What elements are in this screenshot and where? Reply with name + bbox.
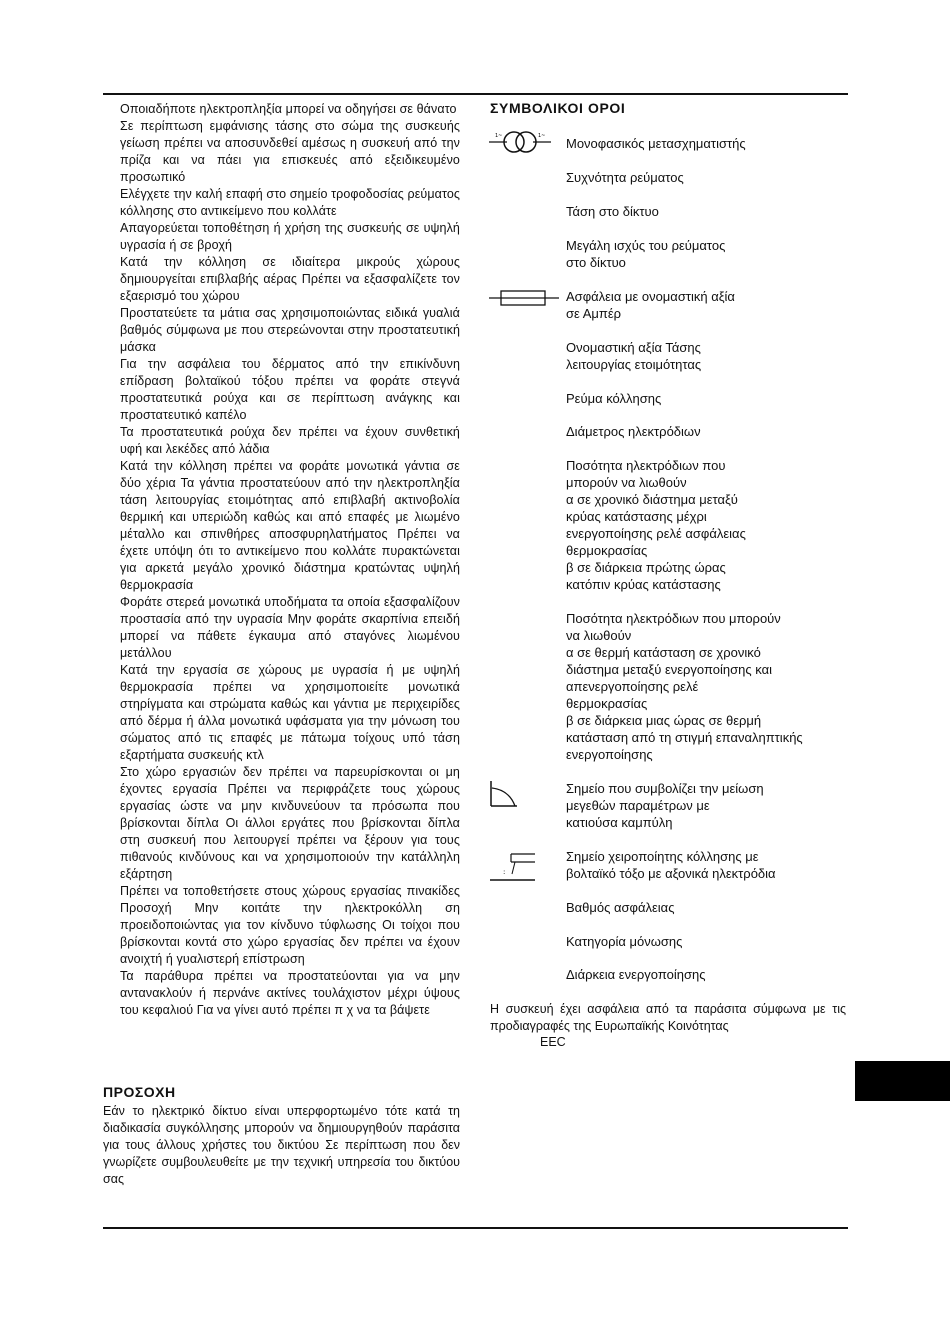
safety-item: Σε περίπτωση εμφάνισης τάσης στο σώμα της συσκευής γείωση πρέπει να αποσυνδεθεί αμέσως η συσκευή από την πρίζα και να πάει για επισκευές από εξειδικευμένο προσωπικό — [120, 119, 460, 184]
safety-item: Κατά την κόλληση σε ιδιαίτερα μικρούς χώρους δημιουργείται επιβλαβής αέρας Πρέπει να εξασφαλίζετε τον εξαερισμό του χώρου — [120, 255, 460, 303]
safety-item: Απαγορεύεται τοποθέτηση ή χρήση της συσκευής σε υψηλή υγρασία ή σε βροχή — [120, 221, 460, 252]
safety-item: Πρέπει να τοποθετήσετε στους χώρους εργασίας πινακίδες Προσοχή Μην κοιτάτε την ηλεκτροκόλλη ση προειδοποιώντας για τον κίνδυνο τύφλωσης Οι τοίχοι που βρίσκονται κοντά στο χώρο εργασίας δεν πρέπει να έχουν ανοιχτή ή γυαλιστερή επίστρωση — [120, 884, 460, 966]
warning-title: ΠΡΟΣΟΧΗ — [103, 1084, 176, 1100]
safety-item: Φοράτε στερεά μονωτικά υποδήματα τα οποία εξασφαλίζουν προστασία από την υγρασία Μην φοράτε σκαρπίνια επειδή μπορεί να πάθετε έγκαυμα από σταγόνες λιωμένου μετάλλου — [120, 595, 460, 660]
symbols-title: ΣΥΜΒΟΛΙΚΟΙ ΟΡΟΙ — [490, 100, 626, 116]
safety-item: Προστατεύετε τα μάτια σας χρησιμοποιώντας ειδικά γυαλιά βαθμός σύμφωνα με που στερεώνονται στην προστατευτική μάσκα — [120, 306, 460, 354]
safety-item: Στο χώρο εργασιών δεν πρέπει να παρευρίσκονται οι μη έχοντες εργασία Πρέπει να περιφράζετε τους χώρους εργασίας ώστε να μην κινδυνεύουν τα πρόσωπα που βρίσκονται δίπλα Οι άλλοι εργάτες που βρίσκονται δίπλα στη συσκευή που λειτουργεί πρέπει να ξέρουν για τους πιθανούς κινδύνους και να χρησιμοποιούν την κατάλληλη εξάρτηση — [120, 765, 460, 881]
symbol-max-current-text: Μεγάλη ισχύς του ρεύματος στο δίκτυο — [566, 238, 726, 270]
symbol-open-circuit-voltage-text: Ονομαστική αξία Τάσης λειτουργίας ετοιμότητας — [566, 340, 702, 372]
symbol-electrodes-cold-text: Ποσότητα ηλεκτρόδιων που μπορούν να λιωθούν α σε χρονικό διάστημα μεταξύ κρύας κατάστασης μέχρι ενεργοποίησης ρελέ ασφάλειας θερμοκρασίας β σε διάρκεια πρώτης ώρας κατόπιν κρύας κατάστασης — [566, 458, 746, 592]
symbol-frequency-text: Συχνότητα ρεύματος — [566, 170, 684, 185]
symbol-drooping-curve-text: Σημείο που συμβολίζει την μείωση μεγεθών παραμέτρων με κατιούσα καμπύλη — [566, 781, 764, 830]
symbol-manual-arc-text: Σημείο χειροποίητης κόλλησης με βολταϊκό τόξο με αξονικά ηλεκτρόδια — [566, 849, 776, 881]
fuse-icon — [489, 288, 559, 308]
safety-item: Για την ασφάλεια του δέρματος από την επικίνδυνη επίδραση βολταϊκού τόξου πρέπει να φοράτε στεγνά προστατευτικά ρούχα και σε περίπτωση ανάγκης και προστατευτικό καπέλο — [120, 357, 460, 422]
symbol-transformer-text: Μονοφασικός μετασχηματιστής — [566, 136, 746, 151]
warning-text: Εάν το ηλεκτρικό δίκτυο είναι υπερφορτωμένο τότε κατά τη διαδικασία συγκόλλησης μπορούν να δημιουργηθούν παράσιτα για τους άλλους χρήστες του δικτύου Σε περίπτωση που δεν γνωρίζετε συμβουλευθείτε με την τεχνική υπηρεσία του δικτύου σας — [103, 1104, 460, 1186]
safety-instructions — [103, 101, 460, 1019]
drooping-curve-icon — [489, 780, 519, 808]
svg-text:1~: 1~ — [538, 133, 546, 139]
safety-item: Τα προστατευτικά ρούχα δεν πρέπει να έχουν συνθετική υφή και λεκέδες από λάδια — [120, 425, 460, 456]
safety-item: Κατά την εργασία σε χώρους με υγρασία ή με υψηλή θερμοκρασία πρέπει να χρησιμοποιείτε μονωτικά στηρίγματα και στρώματα καθώς και γάντια με περιχειρίδες από δέρμα ή άλλα μονωτικά υφάσματα για την μόνωση του σώματος από τις επαφές με πάτωμα τοίχους υπό τάση εξαρτήματα συσκευής κτλ — [120, 663, 460, 762]
transformer-icon — [489, 129, 551, 155]
svg-text:1~: 1~ — [495, 133, 503, 139]
safety-list — [103, 101, 460, 1019]
safety-item: Κατά την κόλληση πρέπει να φοράτε μονωτικά γάντια σε δύο χέρια Τα γάντια προστατεύουν από την ηλεκτροπληξία τάση λειτουργίας ετοιμότητας από επιβλαβή ακτινοβολία θερμική και υπεριώδη καθώς και από επαφές με λιωμένο μέταλλο και σπινθήρες αποσφυρηλατήματος Πρέπει να έχετε υπόψη ότι το αντικείμενο που κολλάτε πυρακτώνεται για αρκετά μεγάλο χρονικό διάστημα κρατώντας υψηλή θερμοκρασία — [120, 459, 460, 592]
symbol-welding-current-text: Ρεύμα κόλλησης — [566, 391, 662, 406]
interference-statement: Η συσκευή έχει ασφάλεια από τα παράσιτα σύμφωνα με τις προδιαγραφές της Ευρωπαϊκής Κοινότητας — [490, 1002, 846, 1033]
symbol-electrodes-hot-text: Ποσότητα ηλεκτρόδιων που μπορούν να λιωθούν α σε θερμή κατάσταση σε χρονικό διάστημα μεταξύ ενεργοποίησης και απενεργοποίησης ρελέ θερμοκρασίας β σε διάρκεια μιας ώρας σε θερμή κατάσταση από τη στιγμή επαναληπτικής ενεργοποίησης — [566, 611, 803, 762]
safety-item: Οποιαδήποτε ηλεκτροπληξία μπορεί να οδηγήσει σε θάνατο — [120, 102, 457, 116]
symbol-protection-degree-text: Βαθμός ασφάλειας — [566, 900, 675, 915]
manual-arc-welding-icon — [489, 852, 537, 884]
safety-item: Τα παράθυρα πρέπει να προστατεύονται για να μην αντανακλούν ή περνάνε ακτίνες τουλάχιστον μέχρι ύψους του κεφαλιού Για να γίνει αυτό πρέπει π χ να τα βάψετε — [120, 969, 460, 1017]
symbol-electrode-diameter-text: Διάμετρος ηλεκτρόδιων — [566, 424, 701, 439]
svg-text::: : — [503, 868, 506, 876]
symbol-insulation-class-text: Κατηγορία μόνωσης — [566, 934, 683, 949]
symbol-fuse-text: Ασφάλεια με ονομαστική αξία σε Αμπέρ — [566, 289, 735, 321]
bottom-rule — [103, 1227, 848, 1229]
top-rule — [103, 93, 848, 95]
symbol-duty-cycle-text: Διάρκεια ενεργοποίησης — [566, 967, 706, 982]
symbol-mains-voltage-text: Τάση στο δίκτυο — [566, 204, 659, 219]
safety-item: Ελέγχετε την καλή επαφή στο σημείο τροφοδοσίας ρεύματος κόλλησης στο αντικείμενο που κολλάτε — [120, 187, 460, 218]
section-tab-marker — [855, 1061, 950, 1101]
eec-label: EEC — [540, 1035, 566, 1049]
